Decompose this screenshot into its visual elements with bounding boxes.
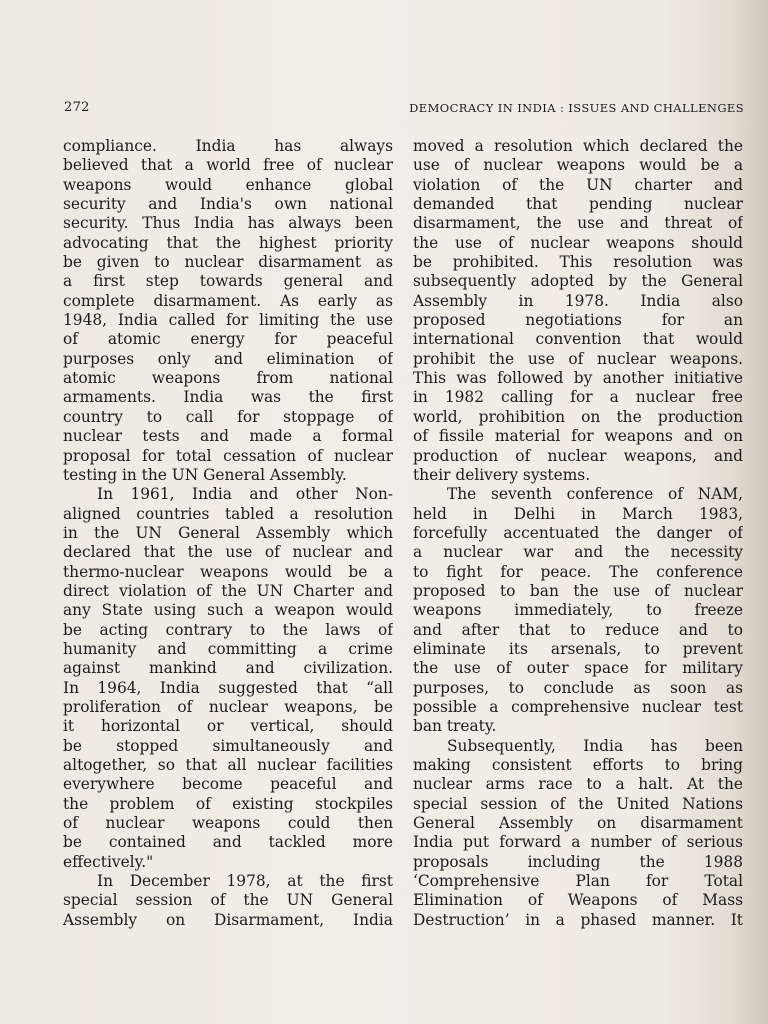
text-line: be stopped simultaneously and — [63, 736, 393, 755]
text-line: demanded that pending nuclear — [413, 195, 743, 214]
right-text-column — [413, 137, 743, 930]
text-line: purposes only and elimination of — [63, 349, 393, 368]
text-line: any State using such a weapon would — [63, 601, 393, 620]
text-line: world, prohibition on the production — [413, 407, 743, 426]
page-number: 272 — [64, 100, 90, 115]
text-line: security. Thus India has always been — [63, 214, 393, 233]
text-line: In 1961, India and other Non- — [97, 485, 393, 504]
text-line: complete disarmament. As early as — [63, 291, 393, 310]
text-line: violation of the UN charter and — [413, 175, 743, 194]
text-line: held in Delhi in March 1983, — [413, 504, 743, 523]
text-line: security and India's own national — [63, 195, 393, 214]
text-line: it horizontal or vertical, should — [63, 717, 393, 736]
text-line: humanity and committing a crime — [63, 639, 393, 658]
text-line: the problem of existing stockpiles — [63, 794, 393, 813]
text-line: In December 1978, at the first — [97, 872, 393, 891]
text-line: compliance. India has always — [63, 137, 393, 155]
text-line: moved a resolution which declared the — [413, 137, 743, 155]
text-line: The seventh conference of NAM, — [447, 485, 743, 504]
text-line: prohibit the use of nuclear weapons. — [413, 349, 743, 368]
text-line: advocating that the highest priority — [63, 233, 393, 252]
text-line: of atomic energy for peaceful — [63, 330, 393, 349]
text-line: production of nuclear weapons, and — [413, 446, 743, 465]
text-line: special session of the UN General — [63, 891, 393, 910]
text-line: thermo-nuclear weapons would be a — [63, 562, 393, 581]
text-line: the use of outer space for military — [413, 659, 743, 678]
text-line: Assembly on Disarmament, India — [63, 910, 393, 929]
text-line: aligned countries tabled a resolution — [63, 504, 393, 523]
text-line: subsequently adopted by the General — [413, 272, 743, 291]
text-line: This was followed by another initiative — [413, 369, 743, 388]
text-line: effectively." — [63, 852, 154, 871]
text-line: country to call for stoppage of — [63, 407, 393, 426]
text-line: 1948, India called for limiting the use — [63, 311, 393, 330]
text-line: eliminate its arsenals, to prevent — [413, 639, 743, 658]
text-line: purposes, to conclude as soon as — [413, 678, 743, 697]
text-line: direct violation of the UN Charter and — [63, 581, 393, 600]
text-line: against mankind and civilization. — [63, 659, 393, 678]
text-line: in the UN General Assembly which — [63, 523, 393, 542]
text-line: proposed to ban the use of nuclear — [413, 581, 743, 600]
text-line: General Assembly on disarmament — [413, 814, 743, 833]
text-line: nuclear tests and made a formal — [63, 427, 393, 446]
text-line: Destruction’ in a phased manner. It — [413, 910, 743, 929]
text-line: special session of the United Nations — [413, 794, 743, 813]
text-line: international convention that would — [413, 330, 743, 349]
text-line: Assembly in 1978. India also — [413, 291, 743, 310]
text-line: Subsequently, India has been — [447, 736, 743, 755]
text-line: ‘Comprehensive Plan for Total — [413, 872, 743, 891]
text-line: a first step towards general and — [63, 272, 393, 291]
text-line: ban treaty. — [413, 717, 497, 736]
text-line: atomic weapons from national — [63, 369, 393, 388]
text-line: weapons would enhance global — [63, 175, 393, 194]
text-line: Elimination of Weapons of Mass — [413, 891, 743, 910]
text-line: everywhere become peaceful and — [63, 775, 393, 794]
text-line: a nuclear war and the necessity — [413, 543, 743, 562]
text-line: disarmament, the use and threat of — [413, 214, 743, 233]
text-line: armaments. India was the first — [63, 388, 393, 407]
text-line: be acting contrary to the laws of — [63, 620, 393, 639]
text-line: weapons immediately, to freeze — [413, 601, 743, 620]
text-line: the use of nuclear weapons should — [413, 233, 743, 252]
text-line: of nuclear weapons could then — [63, 814, 393, 833]
text-line: nuclear arms race to a halt. At the — [413, 775, 743, 794]
text-line: altogether, so that all nuclear facilities — [63, 756, 393, 774]
text-line: be prohibited. This resolution was — [413, 253, 743, 272]
text-line: and after that to reduce and to — [413, 620, 743, 639]
text-line: to fight for peace. The conference — [413, 562, 743, 581]
text-line: testing in the UN General Assembly. — [63, 465, 347, 484]
text-line: forcefully accentuated the danger of — [413, 523, 743, 542]
text-line: in 1982 calling for a nuclear free — [413, 388, 743, 407]
running-head: DEMOCRACY IN INDIA : ISSUES AND CHALLENGES — [409, 101, 744, 115]
page-header — [64, 100, 744, 120]
text-line: of fissile material for weapons and on — [413, 427, 743, 446]
text-line: believed that a world free of nuclear — [63, 156, 393, 175]
text-line: proposed negotiations for an — [413, 311, 743, 330]
text-line: use of nuclear weapons would be a — [413, 156, 743, 175]
text-line: their delivery systems. — [413, 465, 591, 484]
text-line: proposal for total cessation of nuclear — [63, 446, 393, 465]
text-line: In 1964, India suggested that “all — [63, 678, 393, 697]
text-line: making consistent efforts to bring — [413, 756, 743, 774]
text-line: possible a comprehensive nuclear test — [413, 697, 743, 716]
left-text-column — [63, 137, 393, 930]
text-line: proposals including the 1988 — [413, 852, 743, 871]
text-line: India put forward a number of serious — [413, 833, 743, 852]
text-line: be given to nuclear disarmament as — [63, 253, 393, 272]
text-line: proliferation of nuclear weapons, be — [63, 697, 393, 716]
text-line: declared that the use of nuclear and — [63, 543, 393, 562]
text-line: be contained and tackled more — [63, 833, 393, 852]
